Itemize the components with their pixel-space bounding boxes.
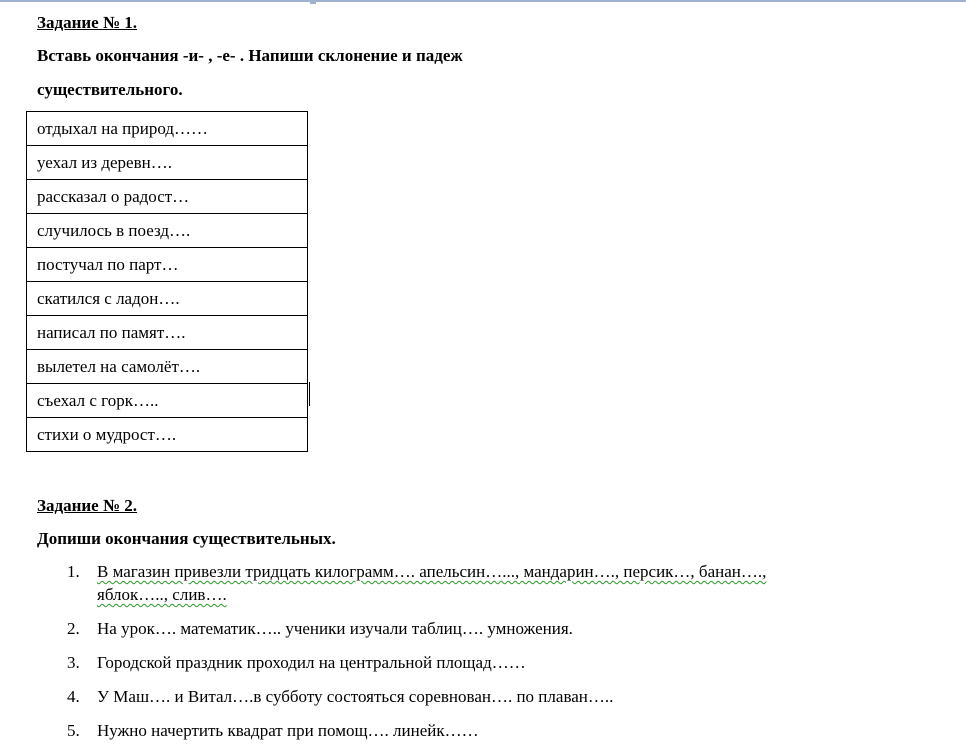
list-number: 4. [67,687,80,706]
text-cursor [309,382,310,406]
table-cell[interactable]: написал по памят…. [27,316,308,350]
table-cell[interactable]: рассказал о радост… [27,180,308,214]
task1-heading: Задание № 1. [37,13,138,32]
table-cell[interactable]: отдыхал на природ…… [27,112,308,146]
table-row [27,248,308,282]
table-row [27,350,308,384]
table-row [27,146,308,180]
list-item[interactable] [0,685,930,708]
table-cell[interactable]: случилось в поезд…. [27,214,308,248]
task2-instruction: Допиши окончания существительных. [37,529,336,548]
list-text: Нужно начертить квадрат при помощ…. линейк…… [97,721,479,740]
table-row [27,282,308,316]
list-item[interactable] [0,651,930,674]
table-cell[interactable]: съехал с горк….. [27,384,308,418]
task1-table [26,111,308,452]
list-item[interactable] [0,617,930,640]
table-cell[interactable]: стихи о мудрост…. [27,418,308,452]
table-row [27,112,308,146]
list-number: 5. [67,721,80,740]
table-cell[interactable]: скатился с ладон…. [27,282,308,316]
table-cell[interactable]: вылетел на самолёт…. [27,350,308,384]
list-number: 1. [67,562,80,581]
list-text: У Маш…. и Витал….в субботу состояться соревнован…. по плаван….. [97,687,614,706]
table-cell[interactable]: постучал по парт… [27,248,308,282]
list-text: В магазин привезли тридцать килограмм…. апельсин…..., мандарин…., персик…, банан…., [97,562,767,581]
table-row [27,316,308,350]
task2-heading: Задание № 2. [37,496,138,515]
list-item[interactable] [0,719,930,742]
list-number: 2. [67,619,80,638]
task2-list [0,560,930,753]
task1-instruction-line2: существительного. [37,80,183,99]
list-text: На урок…. математик….. ученики изучали таблиц…. умножения. [97,619,573,638]
list-number: 3. [67,653,80,672]
table-row [27,214,308,248]
list-text: Городской праздник проходил на центральной площад…… [97,653,526,672]
list-item[interactable] [0,560,930,606]
table-row [27,418,308,452]
list-text-continued: яблок….., слив…. [97,585,227,604]
task1-instruction-line1: Вставь окончания -и- , -е- . Напиши склонение и падеж [37,46,463,65]
table-row [27,384,308,418]
table-row [27,180,308,214]
table-cell[interactable]: уехал из деревн…. [27,146,308,180]
